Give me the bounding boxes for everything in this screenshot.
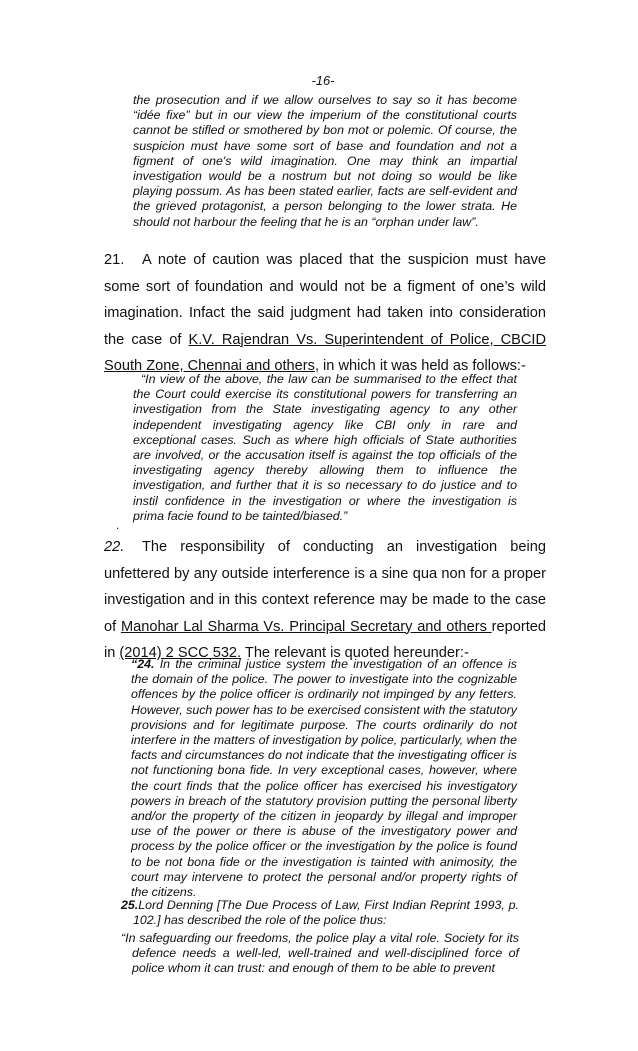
paragraph-text: The responsibility of conducting an investigation being unfettered by any outside interference is a sine qua non for a proper investigation and in this context reference may be made to the case of [104,539,546,635]
citation-reference: (2014) 2 SCC 532. [119,645,242,661]
page-number: -16- [311,73,335,88]
quote-paragraph-number: “24. [131,657,155,671]
paragraph-text-end: , in which it was held as follows:- [314,358,526,374]
quote-text: Lord Denning [The Due Process of Law, First Indian Reprint 1993, p. 102.] has described the role of the police thus: [133,898,519,928]
quote-text: In the criminal justice system the investigation of an offence is the domain of the police. The power to investigate into the cognizable offences by the police officer is ordinarily not impinged by any fetters. However, such power has to be exercised consistent with the statutory provisions and for legitimate purpose. The courts ordinarily do not interfere in the matters of investigation by police, particularly, when the facts and circumstances do not indicate that the investigating officer is not functioning bona fide. In very exceptional cases, however, where the court finds that the police officer has exercised his investigatory powers in breach of the statutory provision putting the personal liberty and/or the property of the citizen in jeopardy by illegal and improper use of the power or there is abuse of the investigatory power and process by the police officer or the investigation by the police is found to be not bona fide or the investigation is tainted with animosity, the court may intervene to protect the personal and/or property rights of the citizens. [131,657,517,900]
case-reference-link: K.V. Rajendran Vs. Superintendent of Police, CBCID South Zone, Chennai and others [104,331,546,374]
separator-dot: . [116,518,120,532]
paragraph-text-mid: reported in [104,618,546,661]
block-quote-2: “In view of the above, the law can be summarised to the effect that the Court could exercise its constitutional powers for transferring an investigation from the State investigating agency to any other independent investigating agency like CBI only in rare and exceptional cases. Such as where high officials of State authorities are involved, or the accusation itself is against the top officials of the investigating agency thereby allowing them to influence the investigation, and further that it is so necessary to do justice and to instil confidence in the investigation or where the investigation is prima facie found to be tainted/biased.” [133,372,517,523]
block-quote-5 [121,931,519,977]
paragraph-text-end: The relevant is quoted hereunder:- [241,645,469,661]
block-quote-3 [131,657,517,900]
paragraph-22 [104,534,546,667]
block-quote-1: the prosecution and if we allow ourselves to say so it has become “idée fixe” but in our view the imperium of the constitutional courts cannot be stifled or smothered by bon mot or polemic. Of course, the suspicion must have some sort of base and foundation and not a figment of one's wild imagination. One may think an impartial investigation would be a nostrum but not doing so would be like playing possum. As has been stated earlier, facts are self-evident and the grieved protagonist, a person belonging to the lower strata. He should not harbour the feeling that he is an “orphan under law”. [133,93,517,229]
case-reference-link: Manohar Lal Sharma Vs. Principal Secretary and others [120,618,492,635]
paragraph-text: A note of caution was placed that the suspicion must have some sort of foundation and would not be a figment of one’s wild imagination. Infact the said judgment had taken into consideration the case of [104,252,546,348]
paragraph-21 [104,247,546,380]
paragraph-number: 21. [104,252,125,268]
block-quote-4 [121,898,519,928]
paragraph-number: 22. [104,539,125,555]
quote-text: “In safeguarding our freedoms, the police play a vital role. Society for its defence needs a well-led, well-trained and well-disciplined force of police whom it can trust: and enough of them to be able to prevent [121,931,519,976]
quote-paragraph-number: 25. [121,898,139,912]
